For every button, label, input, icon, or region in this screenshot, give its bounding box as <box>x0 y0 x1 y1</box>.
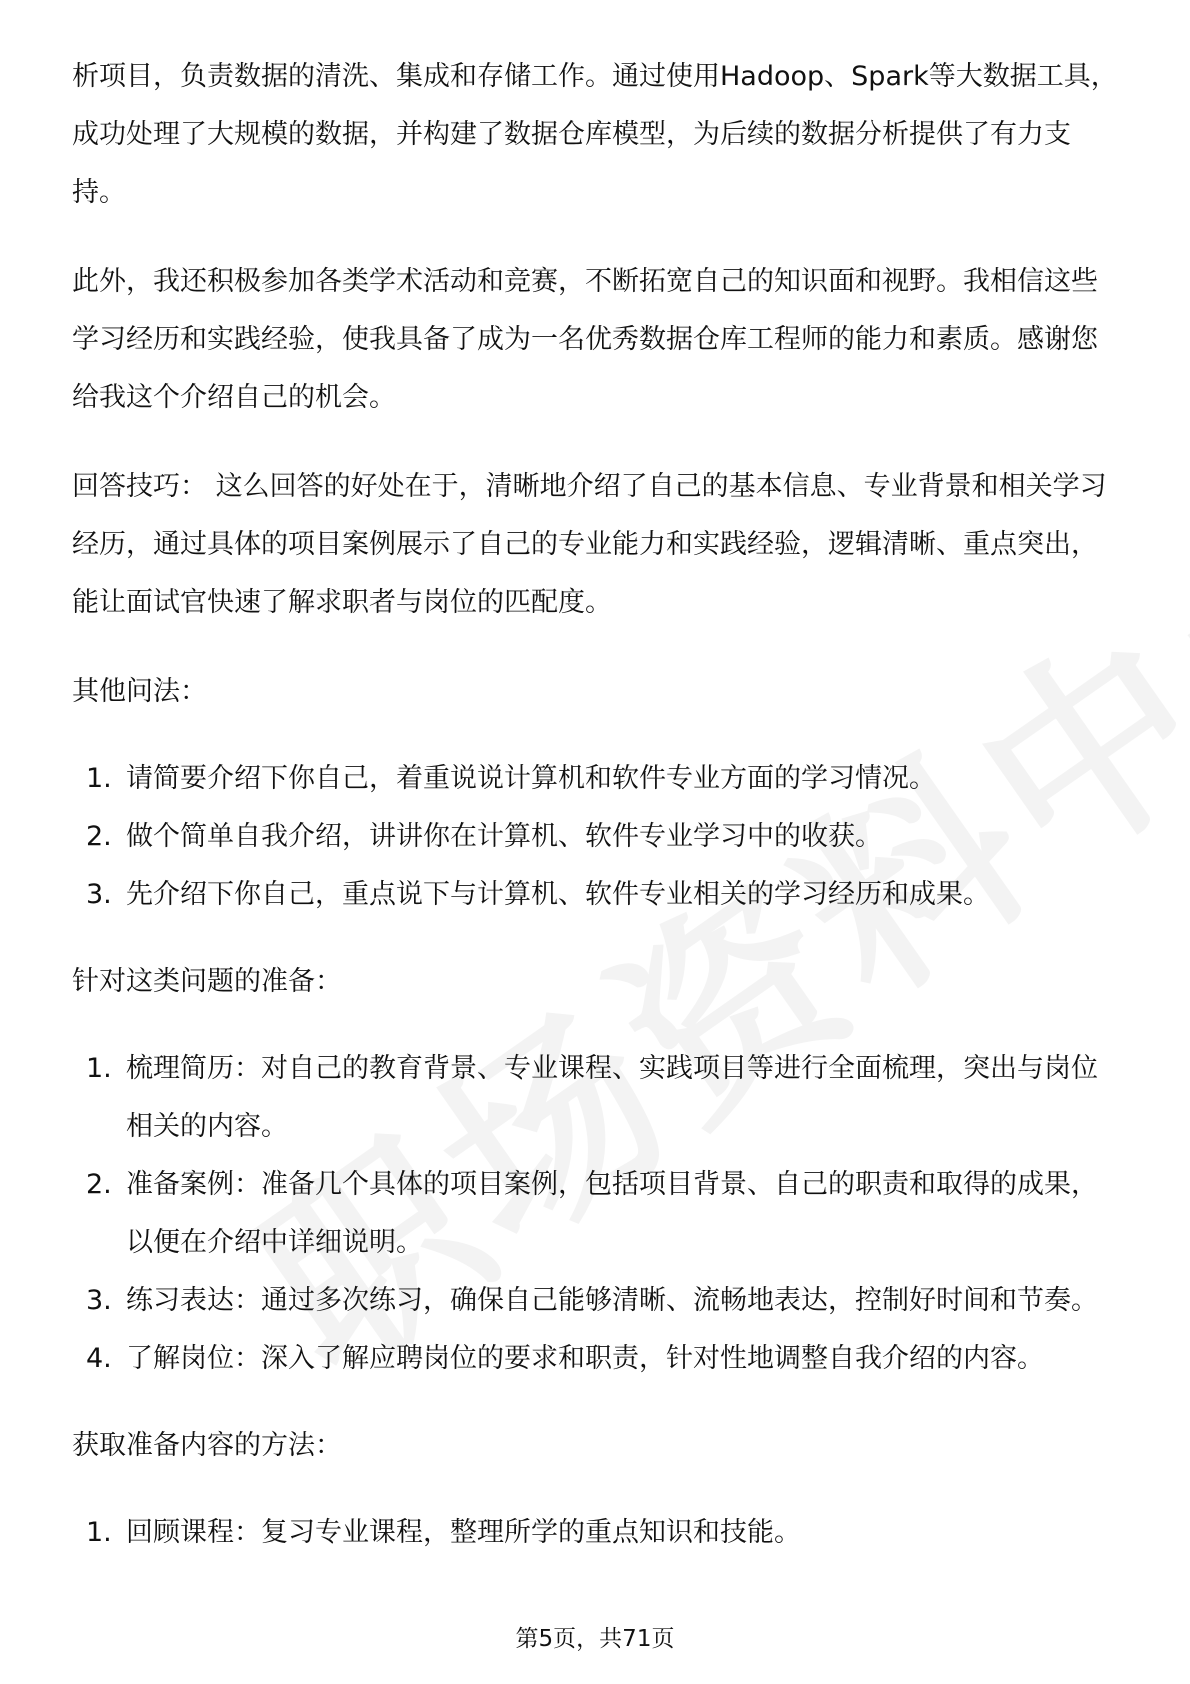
list-other-questions <box>72 750 1122 924</box>
list-item <box>72 1156 1122 1272</box>
paragraph-answer-tips: 回答技巧： 这么回答的好处在于，清晰地介绍了自己的基本信息、专业背景和相关学习经历，通过具体的项目案例展示了自己的专业能力和实践经验，逻辑清晰、重点突出，能让面试官快速了解求职者与岗位的匹配度。 <box>72 471 1107 618</box>
heading-preparation: 针对这类问题的准备： <box>72 966 342 997</box>
list-item-number: 1. <box>86 1053 112 1084</box>
list-item <box>72 866 1122 924</box>
heading-other-questions: 其他问法： <box>72 676 207 707</box>
list-item-number: 3. <box>86 1285 112 1316</box>
list-item <box>72 1272 1122 1330</box>
list-preparation <box>72 1040 1122 1388</box>
list-item-text: 了解岗位：深入了解应聘岗位的要求和职责，针对性地调整自我介绍的内容。 <box>126 1343 1044 1374</box>
list-item-number: 1. <box>86 1517 112 1548</box>
list-item <box>72 808 1122 866</box>
page-number: 第5页，共71页 <box>515 1626 675 1652</box>
list-item <box>72 1330 1122 1388</box>
list-item <box>72 1504 1122 1562</box>
heading-methods: 获取准备内容的方法： <box>72 1430 342 1461</box>
document-body <box>72 48 1122 1591</box>
list-item-text: 先介绍下你自己，重点说下与计算机、软件专业相关的学习经历和成果。 <box>126 879 990 910</box>
list-item <box>72 750 1122 808</box>
list-item-text: 梳理简历：对自己的教育背景、专业课程、实践项目等进行全面梳理，突出与岗位相关的内容。 <box>126 1053 1098 1142</box>
list-item-number: 2. <box>86 1169 112 1200</box>
list-item-number: 4. <box>86 1343 112 1374</box>
list-item-number: 3. <box>86 879 112 910</box>
list-item-text: 请简要介绍下你自己，着重说说计算机和软件专业方面的学习情况。 <box>126 763 936 794</box>
list-item-number: 1. <box>86 763 112 794</box>
list-item-number: 2. <box>86 821 112 852</box>
list-item-text: 做个简单自我介绍，讲讲你在计算机、软件专业学习中的收获。 <box>126 821 882 852</box>
list-item-text: 准备案例：准备几个具体的项目案例，包括项目背景、自己的职责和取得的成果，以便在介绍中详细说明。 <box>126 1169 1098 1258</box>
list-item-text: 练习表达：通过多次练习，确保自己能够清晰、流畅地表达，控制好时间和节奏。 <box>126 1285 1098 1316</box>
paragraph-activities: 此外，我还积极参加各类学术活动和竞赛，不断拓宽自己的知识面和视野。我相信这些学习经历和实践经验，使我具备了成为一名优秀数据仓库工程师的能力和素质。感谢您给我这个介绍自己的机会。 <box>72 266 1098 413</box>
paragraph-project: 析项目，负责数据的清洗、集成和存储工作。通过使用Hadoop、Spark等大数据工具，成功处理了大规模的数据，并构建了数据仓库模型，为后续的数据分析提供了有力支持。 <box>72 61 1118 208</box>
list-methods <box>72 1504 1122 1562</box>
list-item <box>72 1040 1122 1156</box>
list-item-text: 回顾课程：复习专业课程，整理所学的重点知识和技能。 <box>126 1517 801 1548</box>
